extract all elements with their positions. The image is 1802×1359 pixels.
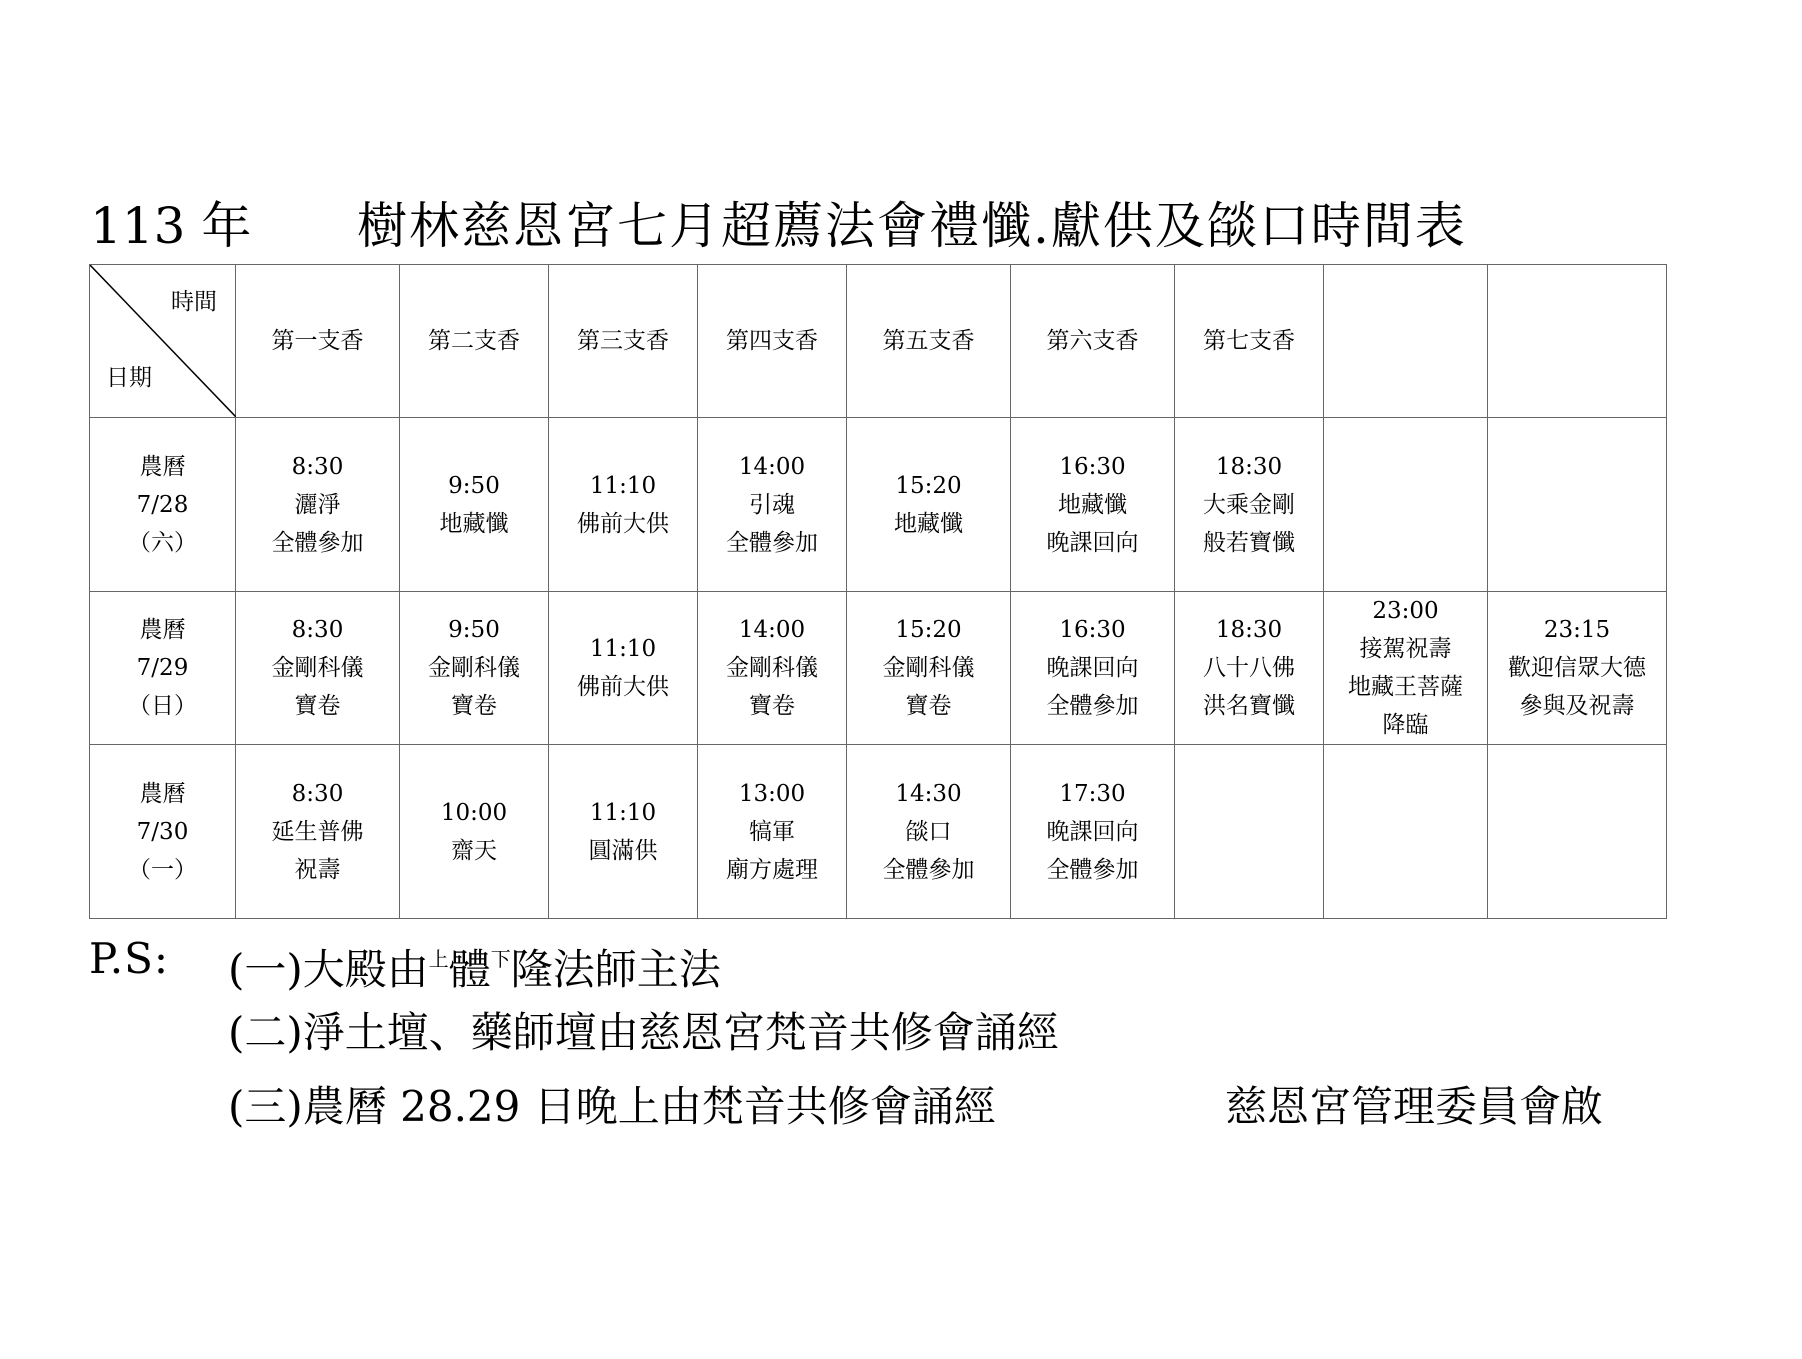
- session-activity: 地藏懺: [894, 510, 963, 537]
- session-time: 16:30: [1059, 453, 1126, 480]
- session-time: 14:30: [895, 780, 962, 807]
- session-activity: 地藏懺: [1058, 491, 1127, 518]
- session-activity: 大乘金剛: [1203, 491, 1295, 518]
- session-activity: 全體參加: [882, 856, 975, 883]
- session-activity: 全體參加: [1046, 856, 1139, 883]
- schedule-cell: [1488, 418, 1667, 592]
- note-1-prefix: (一)大殿由: [228, 945, 429, 994]
- schedule-cell: [236, 745, 400, 919]
- session-activity: 佛前大供: [577, 510, 669, 537]
- header-cell: 第七支香: [1175, 265, 1324, 418]
- session-time: 11:10: [589, 636, 657, 662]
- note-1: [228, 934, 721, 995]
- schedule-cell: [847, 418, 1011, 592]
- schedule-cell: [549, 418, 698, 592]
- date-line: （六）: [128, 529, 197, 556]
- schedule-cell: [698, 745, 847, 919]
- session-time: 11:10: [589, 472, 657, 499]
- schedule-table: [89, 264, 1667, 919]
- schedule-cell: [1175, 745, 1324, 919]
- date-line: 7/28: [136, 491, 189, 518]
- session-activity: 金剛科儀: [271, 655, 364, 681]
- session-activity: 灑淨: [294, 491, 341, 518]
- session-time: 9:50: [448, 617, 500, 643]
- header-cell: 第二支香: [400, 265, 549, 418]
- schedule-cell: [1011, 418, 1175, 592]
- schedule-cell: [1175, 592, 1324, 745]
- corner-cell: [90, 265, 236, 418]
- session-activity: 參與及祝壽: [1519, 693, 1635, 719]
- session-activity: 圓滿供: [588, 837, 658, 864]
- schedule-cell: [400, 745, 549, 919]
- session-activity: 寶卷: [451, 693, 497, 719]
- session-activity: 般若寶懺: [1203, 529, 1295, 556]
- session-time: 9:50: [448, 472, 500, 499]
- schedule-cell: [1324, 418, 1488, 592]
- time-label: 時間: [171, 289, 217, 315]
- session-time: 23:00: [1372, 598, 1439, 624]
- session-time: 11:10: [589, 799, 657, 826]
- title-year: 113 年: [90, 197, 252, 255]
- schedule-cell: [236, 592, 400, 745]
- page-title: 樹林慈恩宮七月超薦法會禮懺.獻供及燄口時間表: [357, 197, 1467, 255]
- schedule-cell: [1175, 418, 1324, 592]
- note-1-sup-upper: 上: [428, 947, 449, 971]
- session-time: 16:30: [1059, 617, 1126, 643]
- session-activity: 金剛科儀: [726, 655, 818, 681]
- schedule-cell: [400, 418, 549, 592]
- schedule-cell: [1324, 592, 1488, 745]
- table-row: [90, 745, 1667, 919]
- session-activity: 全體參加: [271, 529, 364, 556]
- note-2: (二)淨土壇、藥師壇由慈恩宮梵音共修會誦經: [228, 1008, 1059, 1057]
- header-cell: 第五支香: [847, 265, 1011, 418]
- session-activity: 佛前大供: [577, 674, 669, 700]
- schedule-cell: [1488, 745, 1667, 919]
- table-row: [90, 418, 1667, 592]
- date-line: （日）: [128, 693, 197, 719]
- schedule-cell: [549, 745, 698, 919]
- session-time: 14:00: [738, 617, 806, 643]
- schedule-cell: [1011, 745, 1175, 919]
- schedule-cell: [698, 592, 847, 745]
- date-line: 7/29: [136, 655, 189, 681]
- note-1-suffix: 隆法師主法: [510, 945, 721, 994]
- signature: 慈恩宮管理委員會啟: [1225, 1082, 1604, 1131]
- session-activity: 八十八佛: [1203, 655, 1295, 681]
- session-time: 15:20: [895, 617, 962, 643]
- date-line: 農曆: [139, 453, 186, 480]
- session-time: 23:15: [1543, 617, 1611, 643]
- header-cell: 第六支香: [1011, 265, 1175, 418]
- session-activity: 寶卷: [905, 693, 952, 719]
- header-cell: [1324, 265, 1488, 418]
- header-cell: 第四支香: [698, 265, 847, 418]
- session-time: 8:30: [291, 617, 344, 643]
- session-activity: 寶卷: [749, 693, 795, 719]
- date-line: （一）: [128, 856, 197, 883]
- date-cell: [90, 592, 236, 745]
- session-activity: 廟方處理: [726, 856, 818, 883]
- session-activity: 金剛科儀: [428, 655, 520, 681]
- session-activity: 燄口: [905, 818, 952, 845]
- session-activity: 地藏王菩薩: [1348, 674, 1463, 700]
- session-activity: 晚課回向: [1046, 529, 1139, 556]
- schedule-cell: [698, 418, 847, 592]
- date-label: 日期: [106, 365, 152, 391]
- session-activity: 引魂: [749, 491, 795, 518]
- date-line: 農曆: [139, 780, 186, 807]
- schedule-cell: [400, 592, 549, 745]
- session-activity: 晚課回向: [1046, 818, 1139, 845]
- session-time: 14:00: [738, 453, 806, 480]
- session-activity: 接駕祝壽: [1359, 636, 1452, 662]
- session-activity: 金剛科儀: [882, 655, 975, 681]
- schedule-cell: [847, 592, 1011, 745]
- schedule-cell: [1011, 592, 1175, 745]
- session-activity: 晚課回向: [1046, 655, 1139, 681]
- session-activity: 洪名寶懺: [1203, 693, 1295, 719]
- header-row: [90, 265, 1667, 418]
- header-cell: 第三支香: [549, 265, 698, 418]
- schedule-cell: [1488, 592, 1667, 745]
- session-activity: 齋天: [451, 837, 497, 864]
- schedule-cell: [549, 592, 698, 745]
- session-activity: 全體參加: [726, 529, 818, 556]
- session-time: 15:20: [895, 472, 962, 499]
- session-time: 10:00: [440, 799, 508, 826]
- session-time: 8:30: [291, 453, 344, 480]
- session-time: 8:30: [291, 780, 344, 807]
- session-time: 18:30: [1215, 617, 1283, 643]
- date-cell: [90, 418, 236, 592]
- session-activity: 降臨: [1382, 712, 1429, 738]
- session-activity: 延生普佛: [271, 818, 364, 845]
- note-3: (三)農曆 28.29 日晚上由梵音共修會誦經: [228, 1082, 996, 1131]
- header-cell: [1488, 265, 1667, 418]
- date-cell: [90, 745, 236, 919]
- session-activity: 祝壽: [294, 856, 341, 883]
- header-cell: 第一支香: [236, 265, 400, 418]
- schedule-cell: [1324, 745, 1488, 919]
- ps-label: P.S:: [89, 934, 170, 983]
- schedule-cell: [847, 745, 1011, 919]
- table-row: [90, 592, 1667, 745]
- date-line: 農曆: [139, 617, 186, 643]
- session-activity: 寶卷: [294, 693, 341, 719]
- session-activity: 全體參加: [1046, 693, 1139, 719]
- session-time: 13:00: [738, 780, 806, 807]
- note-1-name: 體: [448, 945, 491, 994]
- schedule-cell: [236, 418, 400, 592]
- session-time: 17:30: [1059, 780, 1126, 807]
- date-line: 7/30: [136, 818, 189, 845]
- session-activity: 犒軍: [749, 818, 795, 845]
- session-activity: 地藏懺: [439, 510, 509, 537]
- session-activity: 歡迎信眾大德: [1508, 655, 1646, 681]
- note-1-sup-lower: 下: [490, 947, 511, 971]
- session-time: 18:30: [1215, 453, 1283, 480]
